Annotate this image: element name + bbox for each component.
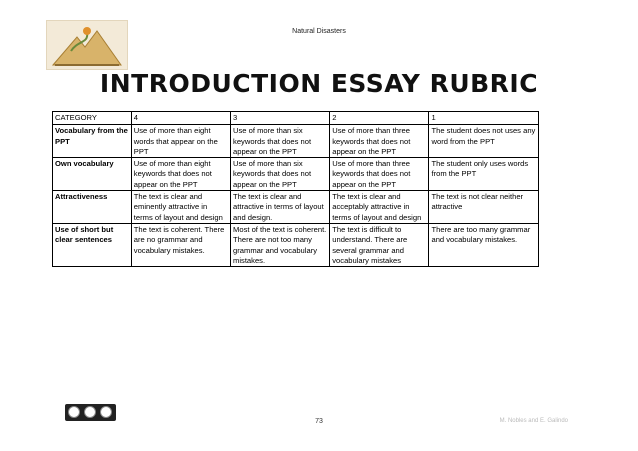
table-cell: Use of more than six keywords that does not appear on the PPT: [231, 158, 330, 191]
row-category: Attractiveness: [53, 191, 132, 224]
column-header-1: 1: [429, 112, 539, 125]
table-cell: The text is coherent. There are no grammar and vocabulary mistakes.: [131, 223, 230, 266]
column-header-2: 2: [330, 112, 429, 125]
table-cell: The student does not uses any word from the PPT: [429, 125, 539, 158]
header-title: Natural Disasters: [292, 28, 346, 35]
table-row: [53, 223, 539, 266]
rubric-table: [52, 111, 539, 267]
table-cell: Use of more than three keywords that does not appear on the PPT: [330, 125, 429, 158]
row-category: Use of short but clear sentences: [53, 223, 132, 266]
table-row: [53, 125, 539, 158]
table-cell: There are too many grammar and vocabulary mistakes.: [429, 223, 539, 266]
table-cell: Most of the text is coherent. There are not too many grammar and vocabulary mistakes.: [231, 223, 330, 266]
table-row: [53, 191, 539, 224]
table-cell: The text is clear and acceptably attractive in terms of layout and design: [330, 191, 429, 224]
column-header-3: 3: [231, 112, 330, 125]
page-number: 73: [315, 418, 323, 425]
column-header-4: 4: [131, 112, 230, 125]
row-category: Own vocabulary: [53, 158, 132, 191]
column-header-category: CATEGORY: [53, 112, 132, 125]
table-cell: Use of more than eight keywords that does not appear on the PPT: [131, 158, 230, 191]
table-cell: The text is clear and attractive in terms of layout and design.: [231, 191, 330, 224]
author-credit: M. Nobles and E. Galindo: [499, 418, 568, 424]
table-cell: The text is clear and eminently attractive in terms of layout and design: [131, 191, 230, 224]
table-cell: Use of more than three keywords that does not appear on the PPT: [330, 158, 429, 191]
table-cell: Use of more than eight words that appear on the PPT: [131, 125, 230, 158]
table-row: [53, 158, 539, 191]
table-cell: The text is difficult to understand. There are several grammar and vocabulary mistakes: [330, 223, 429, 266]
table-cell: Use of more than six keywords that does not appear on the PPT: [231, 125, 330, 158]
table-cell: The student only uses words from the PPT: [429, 158, 539, 191]
rubric-header-row: [53, 112, 539, 125]
page-title: INTRODUCTION ESSAY RUBRIC: [99, 69, 539, 98]
table-cell: The text is not clear neither attractive: [429, 191, 539, 224]
row-category: Vocabulary from the PPT: [53, 125, 132, 158]
